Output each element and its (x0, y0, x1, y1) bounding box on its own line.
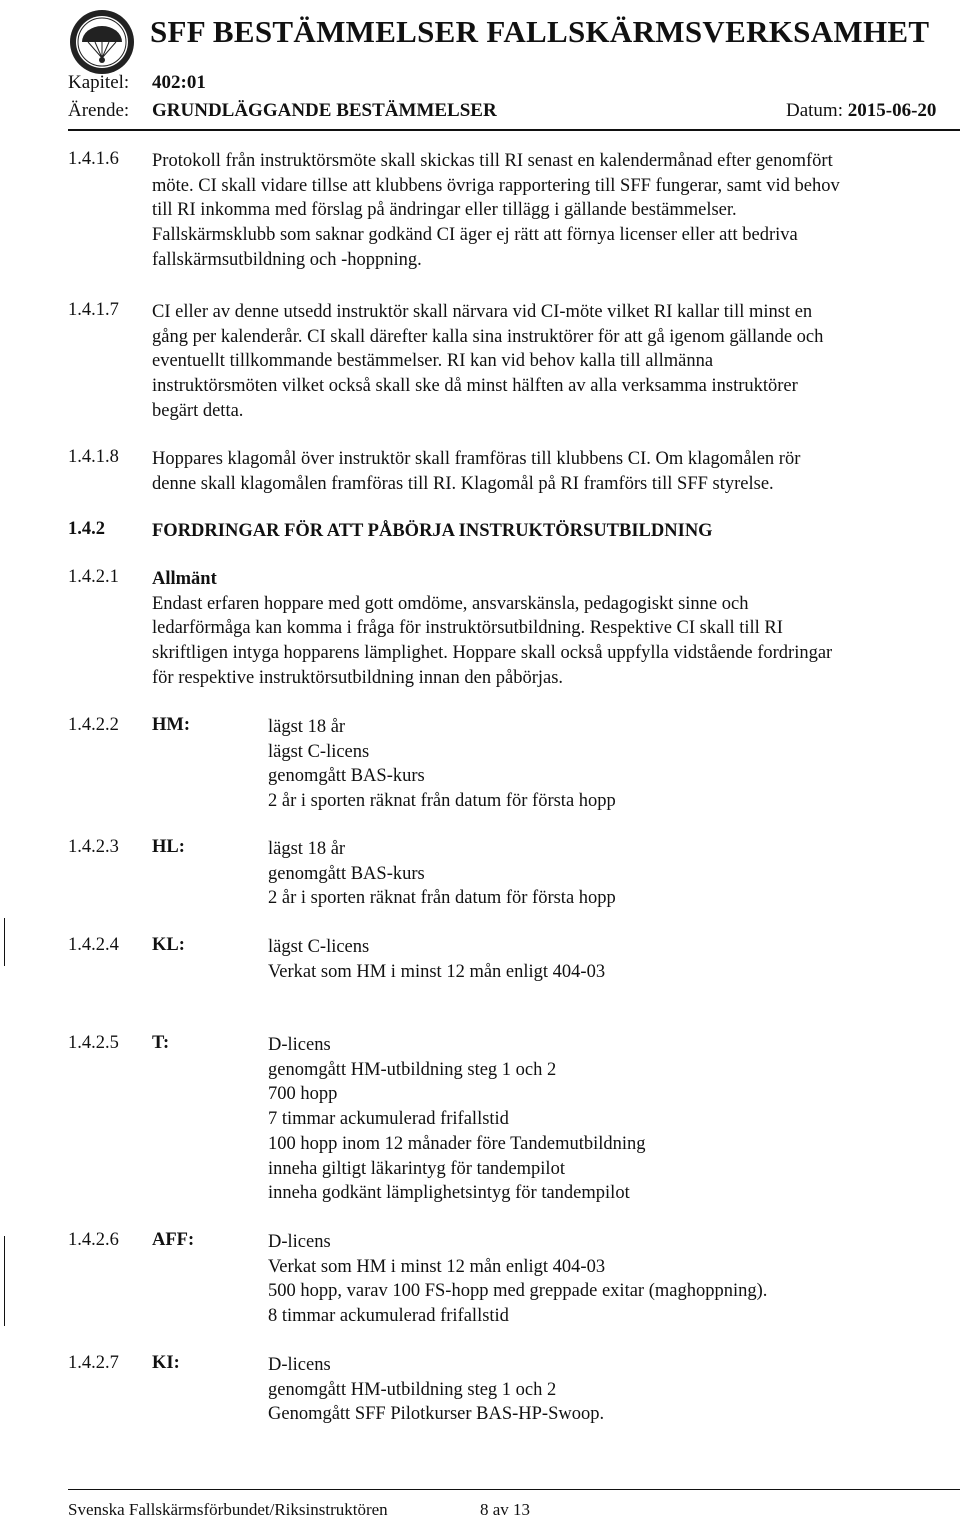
footer-page-number: 8 av 13 (480, 1500, 531, 1519)
req-list-hl: lägst 18 år genomgått BAS-kurs 2 år i sporten räknat från datum för första hopp (268, 839, 616, 909)
section-1421-text: Allmänt Endast erfaren hoppare med gott omdöme, ansvarskänsla, pedagogiskt sinne och ledarförmåga kan komma i fråga för instruktörsutbildning. Respektive CI skall till RI skriftligen intyga hopparens lämplighet. Hoppare skall också uppfylla vidstående fordringar för respektive instruktörsutbildning innan den påbörjas. (152, 567, 960, 691)
kapitel-value: 402:01 (152, 72, 206, 93)
arende-value: GRUNDLÄGGANDE BESTÄMMELSER (152, 100, 497, 121)
req-list-ki: D-licens genomgått HM-utbildning steg 1 och 2 Genomgått SFF Pilotkurser BAS-HP-Swoop. (268, 1355, 605, 1425)
req-number: 1.4.2.7 (68, 1353, 119, 1373)
section-number: 1.4.1.7 (68, 300, 119, 320)
req-list-hm: lägst 18 år lägst C-licens genomgått BAS-kurs 2 år i sporten räknat från datum för första hopp (268, 717, 616, 812)
req-label: HM: (152, 715, 191, 735)
footer-org: Svenska Fallskärmsförbundet/Riksinstruktören (68, 1500, 388, 1519)
req-label: KI: (152, 1353, 180, 1373)
kapitel-label: Kapitel: (68, 72, 130, 93)
req-label: T: (152, 1033, 170, 1053)
section-1418-text: Hoppares klagomål över instruktör skall framföras till klubbens CI. Om klagomålen rör denne skall klagomålen framföras till RI. Klagomål på RI framförs till SFF styrelse. (152, 449, 801, 494)
req-number: 1.4.2.2 (68, 715, 119, 735)
sff-logo-icon (68, 8, 136, 76)
req-list-t: D-licens genomgått HM-utbildning steg 1 och 2 700 hopp 7 timmar ackumulerad frifallstid 100 hopp inom 12 månader före Tandemutbildning inneha giltigt läkarintyg för tandempilot inneha godkänt lämplighetsintyg för tandempilot (268, 1035, 646, 1204)
req-list-aff: D-licens Verkat som HM i minst 12 mån enligt 404-03 500 hopp, varav 100 FS-hopp med greppade exitar (maghoppning). 8 timmar ackumulerad frifallstid (268, 1232, 768, 1327)
section-number: 1.4.2.1 (68, 567, 119, 587)
req-label: AFF: (152, 1230, 195, 1250)
header-divider (68, 129, 960, 131)
section-number: 1.4.1.6 (68, 149, 119, 169)
req-number: 1.4.2.3 (68, 837, 119, 857)
footer-divider (68, 1489, 960, 1490)
datum: Datum: 2015-06-20 (786, 100, 937, 121)
req-label: KL: (152, 935, 185, 955)
revision-bar (4, 918, 5, 966)
req-list-kl: lägst C-licens Verkat som HM i minst 12 mån enligt 404-03 (268, 937, 606, 982)
page-title: SFF BESTÄMMELSER FALLSKÄRMSVERKSAMHET (150, 14, 930, 49)
section-heading: FORDRINGAR FÖR ATT PÅBÖRJA INSTRUKTÖRSUTBILDNING (152, 521, 713, 541)
req-number: 1.4.2.5 (68, 1033, 119, 1053)
section-1417-text: CI eller av denne utsedd instruktör skall närvara vid CI-möte vilket RI kallar till minst en gång per kalenderår. CI skall därefter kalla sina instruktörer för att gå igenom gällande och eventuellt tillkommande bestämmelser. RI kan vid behov kalla till allmänna instruktörsmöten vilket också skall ske då minst hälften av alla verksamma instruktörer begärt detta. (152, 302, 824, 421)
revision-bar (4, 1236, 5, 1326)
req-number: 1.4.2.6 (68, 1230, 119, 1250)
section-1416-text: Protokoll från instruktörsmöte skall skickas till RI senast en kalendermånad efter genomfört möte. CI skall vidare tillse att klubbens övriga rapportering till SFF fungerar, samt vid behov till RI inkomma med förslag på ändringar eller tillägg i gällande bestämmelser. Fallskärmsklubb som saknar godkänd CI äger ej rätt att förnya licenser eller att bedriva fallskärmsutbildning och -hoppning. (152, 151, 840, 270)
arende-label: Ärende: (68, 100, 130, 121)
req-label: HL: (152, 837, 185, 857)
subsection-heading: Allmänt (152, 569, 217, 589)
section-number: 1.4.2 (68, 519, 105, 539)
section-number: 1.4.1.8 (68, 447, 119, 467)
req-number: 1.4.2.4 (68, 935, 119, 955)
